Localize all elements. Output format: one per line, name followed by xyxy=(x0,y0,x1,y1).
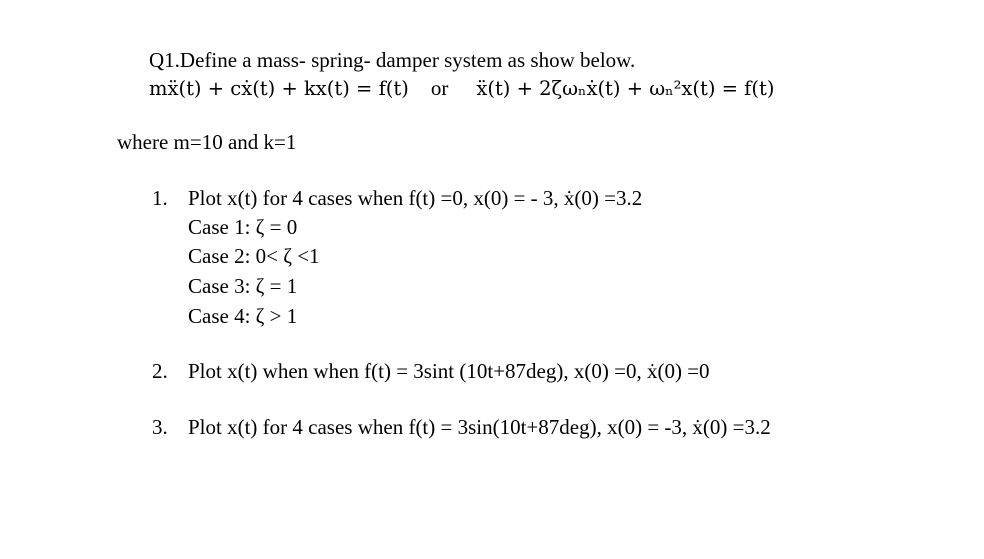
case-3: Case 3: ζ = 1 xyxy=(188,274,298,298)
where-line: where m=10 and k=1 xyxy=(117,130,297,154)
or-text: or xyxy=(430,76,449,100)
equation-line xyxy=(149,75,774,102)
item-3-number: 3. xyxy=(152,415,168,439)
case-2: Case 2: 0< ζ <1 xyxy=(188,244,320,268)
item-1-text: Plot x(t) for 4 cases when f(t) =0, x(0) = - 3, ẋ(0) =3.2 xyxy=(188,186,643,210)
equation-normalized-form: ẍ(t) + 2ζωₙẋ(t) + ωₙ²x(t) = f(t) xyxy=(476,77,775,100)
case-4: Case 4: ζ > 1 xyxy=(188,304,298,328)
case-1: Case 1: ζ = 0 xyxy=(188,215,298,239)
equation-standard-form: mẍ(t) + cẋ(t) + kx(t) = f(t) xyxy=(149,77,409,100)
item-2 xyxy=(152,358,710,384)
item-1-number: 1. xyxy=(152,186,168,210)
item-1 xyxy=(152,185,642,211)
item-3 xyxy=(152,414,771,440)
item-3-text: Plot x(t) for 4 cases when f(t) = 3sin(10t+87deg), x(0) = -3, ẋ(0) =3.2 xyxy=(188,415,771,439)
item-2-number: 2. xyxy=(152,359,168,383)
item-2-text: Plot x(t) when when f(t) = 3sint (10t+87deg), x(0) =0, ẋ(0) =0 xyxy=(188,359,710,383)
question-title: Q1.Define a mass- spring- damper system as show below. xyxy=(149,48,636,72)
